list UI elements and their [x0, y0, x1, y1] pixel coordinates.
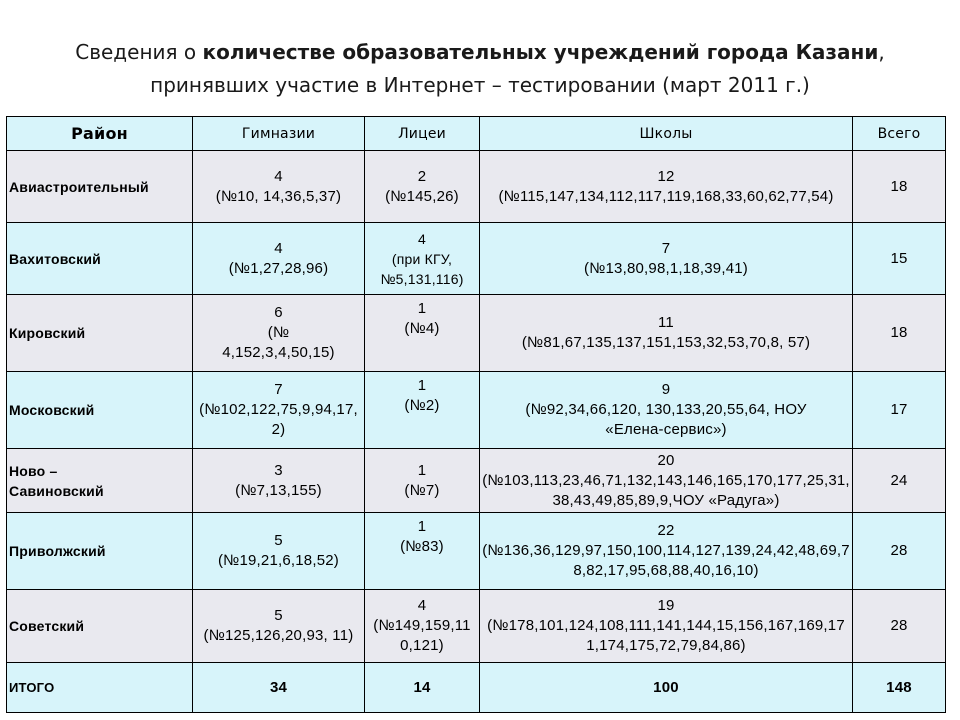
table-row [7, 295, 946, 372]
gymnasiums-count: 4 [274, 167, 283, 185]
gymnasiums-cell [193, 372, 365, 449]
lyceums-list: (при КГУ, №5,131,116) [380, 250, 464, 287]
schools-cell [480, 372, 853, 449]
gymnasiums-list: (№10, 14,36,5,37) [215, 187, 342, 205]
gymnasiums-list: (№102,122,75,9,94,17,2) [199, 401, 358, 438]
gymnasiums-list: (№7,13,155) [235, 481, 322, 499]
table-row [7, 372, 946, 449]
gymnasiums-count: 5 [274, 532, 283, 549]
lyceums-cell [365, 513, 480, 590]
schools-cell [480, 449, 853, 513]
schools-list: (№136,36,129,97,150,100,114,127,139,24,42,48,69,78,82,17,95,68,88,40,16,10) [482, 542, 850, 579]
schools-count: 9 [661, 381, 671, 398]
title-comma: , [878, 40, 885, 64]
gymnasiums-cell [193, 223, 365, 295]
lyceums-cell [365, 372, 480, 449]
total-cell: 15 [853, 223, 946, 295]
header-schools: Школы [480, 117, 853, 151]
gymnasiums-count: 7 [274, 381, 283, 398]
lyceums-cell [365, 223, 480, 295]
schools-count: 11 [658, 314, 674, 331]
schools-cell [480, 590, 853, 663]
total-cell: 28 [853, 513, 946, 590]
title-line-2: принявших участие в Интернет – тестировании (март 2011 г.) [150, 73, 810, 97]
gymnasiums-list: (№1,27,28,96) [228, 259, 329, 277]
header-gymnasiums: Гимназии [193, 117, 365, 151]
totals-schools: 100 [480, 663, 853, 713]
gymnasiums-cell [193, 295, 365, 372]
lyceums-count: 1 [417, 518, 427, 535]
district-name: Авиастроительный [7, 151, 193, 223]
schools-cell [480, 223, 853, 295]
total-cell: 24 [853, 449, 946, 513]
lyceums-count: 4 [417, 597, 427, 614]
gymnasiums-count: 6 [274, 304, 283, 321]
gymnasiums-cell [193, 590, 365, 663]
header-district: Район [7, 117, 193, 151]
lyceums-cell [365, 151, 480, 223]
schools-list: (№178,101,124,108,111,141,144,15,156,167,169,171,174,175,72,79,84,86) [487, 617, 845, 654]
district-name: Ново – Савиновский [7, 449, 193, 513]
lyceums-count: 4 [418, 230, 426, 247]
schools-count: 7 [661, 239, 671, 257]
lyceums-cell [365, 590, 480, 663]
table-row [7, 223, 946, 295]
schools-count: 22 [657, 522, 675, 539]
lyceums-cell [365, 295, 480, 372]
lyceums-count: 1 [417, 461, 427, 479]
schools-cell [480, 295, 853, 372]
lyceums-list: (№7) [404, 481, 440, 499]
schools-list: (№92,34,66,120, 130,133,20,55,64, НОУ «Елена-сервис») [525, 401, 807, 438]
totals-gymnasiums: 34 [193, 663, 365, 713]
lyceums-count: 1 [417, 300, 427, 317]
title-emphasis: количестве образовательных учреждений города Казани [202, 40, 879, 64]
lyceums-list: (№149,159,110,121) [373, 617, 471, 654]
district-name: Приволжский [7, 513, 193, 590]
schools-count: 20 [657, 451, 675, 469]
lyceums-list: (№2) [404, 397, 440, 414]
institutions-table [6, 116, 946, 713]
district-name: Вахитовский [7, 223, 193, 295]
lyceums-count: 1 [417, 377, 427, 394]
lyceums-list: (№83) [400, 538, 444, 555]
total-cell: 17 [853, 372, 946, 449]
table-row [7, 513, 946, 590]
schools-cell [480, 151, 853, 223]
schools-list: (№103,113,23,46,71,132,143,146,165,170,177,25,31,38,43,49,85,89,9,ЧОУ «Радуга») [482, 471, 850, 509]
title-prefix: Сведения о [75, 40, 203, 64]
totals-total: 148 [853, 663, 946, 713]
gymnasiums-list: (№125,126,20,93, 11) [203, 627, 354, 644]
header-lyceums: Лицеи [365, 117, 480, 151]
lyceums-cell [365, 449, 480, 513]
table-row [7, 151, 946, 223]
gymnasiums-list: (№ 4,152,3,4,50,15) [222, 324, 335, 361]
table-row [7, 449, 946, 513]
gymnasiums-count: 4 [274, 239, 283, 257]
header-total: Всего [853, 117, 946, 151]
table-header-row [7, 117, 946, 151]
district-name: Советский [7, 590, 193, 663]
schools-cell [480, 513, 853, 590]
totals-label: ИТОГО [7, 663, 193, 713]
schools-count: 19 [657, 597, 675, 614]
title-line-1 [0, 36, 960, 69]
gymnasiums-count: 5 [274, 607, 283, 624]
totals-row [7, 663, 946, 713]
lyceums-count: 2 [417, 167, 427, 185]
schools-list: (№13,80,98,1,18,39,41) [584, 259, 748, 277]
schools-count: 12 [657, 167, 675, 185]
gymnasiums-count: 3 [274, 461, 283, 479]
gymnasiums-cell [193, 449, 365, 513]
schools-list: (№115,147,134,112,117,119,168,33,60,62,77,54) [498, 187, 834, 205]
lyceums-list: (№145,26) [385, 187, 459, 205]
gymnasiums-cell [193, 151, 365, 223]
lyceums-list: (№4) [404, 320, 440, 337]
gymnasiums-cell [193, 513, 365, 590]
total-cell: 28 [853, 590, 946, 663]
table-row [7, 590, 946, 663]
schools-list: (№81,67,135,137,151,153,32,53,70,8, 57) [521, 334, 811, 351]
gymnasiums-list: (№19,21,6,18,52) [217, 552, 340, 569]
district-name: Московский [7, 372, 193, 449]
totals-lyceums: 14 [365, 663, 480, 713]
total-cell: 18 [853, 151, 946, 223]
district-name: Кировский [7, 295, 193, 372]
page-title [0, 36, 960, 102]
total-cell: 18 [853, 295, 946, 372]
